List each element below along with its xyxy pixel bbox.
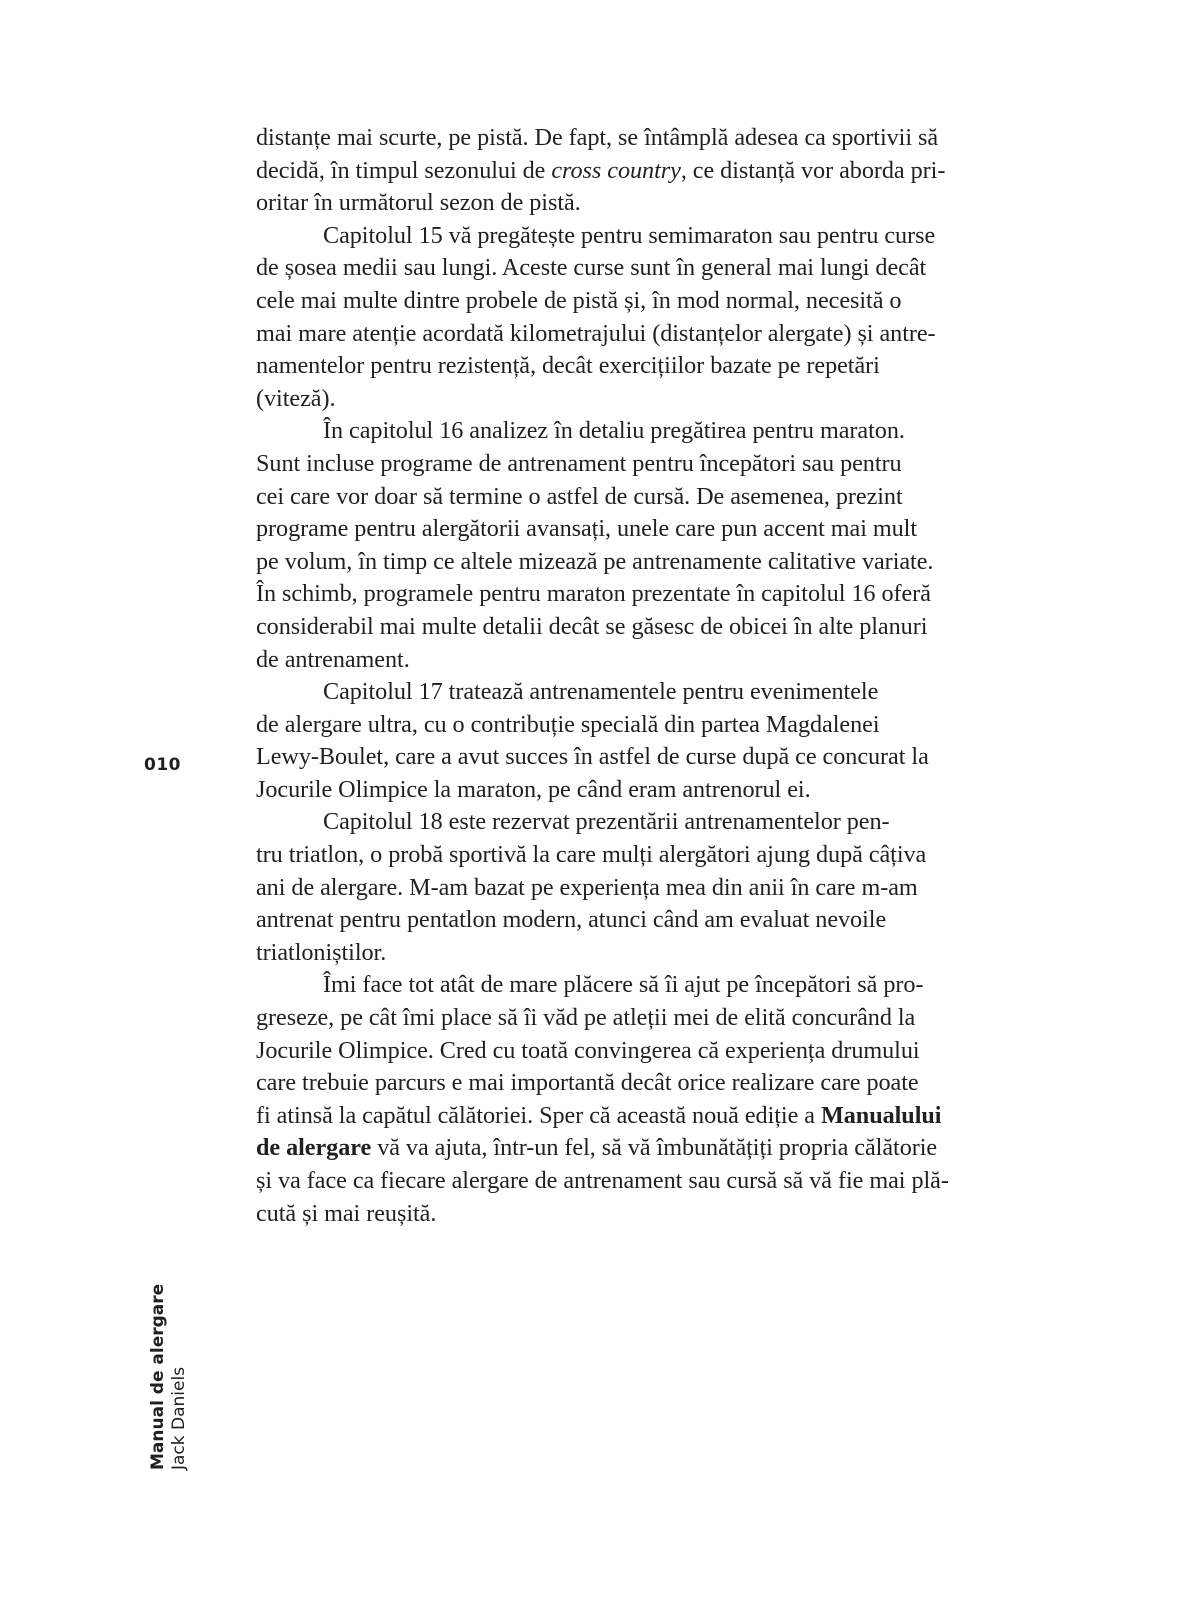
text-segment: distanțe mai scurte, pe pistă. De fapt, se întâmplă adesea ca sportivii să <box>256 124 939 151</box>
text-segment: , ce distanță vor aborda pri- <box>680 156 946 184</box>
text-line <box>256 1002 1016 1035</box>
paragraph-first-line <box>256 969 1016 1002</box>
text-line <box>256 1067 1016 1100</box>
text-segment: vă va ajuta, într-un fel, să vă îmbunătățiți propria călătorie <box>371 1134 938 1162</box>
text-line <box>256 1100 1016 1133</box>
text-line <box>256 741 1016 774</box>
text-segment: de antrenament. <box>256 645 410 673</box>
text-segment: Jocurile Olimpice la maraton, pe când eram antrenorul ei. <box>256 775 811 803</box>
text-segment: Sunt incluse programe de antrenament pentru începători sau pentru <box>256 449 902 477</box>
text-segment: programe pentru alergătorii avansați, unele care pun accent mai mult <box>256 515 918 543</box>
text-line <box>256 122 1016 155</box>
text-segment: ani de alergare. M-am bazat pe experiența mea din anii în care m-am <box>256 873 918 901</box>
text-line <box>256 839 1016 872</box>
text-segment: În schimb, programele pentru maraton prezentate în capitolul 16 oferă <box>256 580 931 608</box>
text-segment: cele mai multe dintre probele de pistă și, în mod normal, necesită o <box>256 286 902 314</box>
text-line <box>256 155 1016 188</box>
text-segment: greseze, pe cât îmi place să îi văd pe atleții mei de elită concurând la <box>256 1004 916 1032</box>
text-segment: oritar în următorul sezon de pistă. <box>256 189 581 217</box>
text-line <box>256 709 1016 742</box>
text-line <box>256 611 1016 644</box>
text-segment: decidă, în timpul sezonului de <box>256 156 552 184</box>
text-line <box>256 448 1016 481</box>
text-line <box>256 1132 1016 1165</box>
text-segment: Capitolul 15 vă pregătește pentru semimaraton sau pentru curse <box>323 221 936 249</box>
text-line <box>256 187 1016 220</box>
text-line <box>256 774 1016 807</box>
text-segment: Lewy-Boulet, care a avut succes în astfel de curse după ce concurat la <box>256 743 929 771</box>
paragraph-first-line <box>256 676 1016 709</box>
text-segment: care trebuie parcurs e mai importantă decât orice realizare care poate <box>256 1069 919 1097</box>
italic-text-segment: cross country <box>551 156 681 184</box>
text-segment: În capitolul 16 analizez în detaliu pregătirea pentru maraton. <box>323 417 905 445</box>
book-author: Jack Daniels <box>169 1366 189 1470</box>
paragraph-first-line <box>256 806 1016 839</box>
paragraph-first-line <box>256 220 1016 253</box>
paragraph-first-line <box>256 415 1016 448</box>
text-line <box>256 383 1016 416</box>
text-segment: considerabil mai multe detalii decât se găsesc de obicei în alte planuri <box>256 612 928 640</box>
text-segment: pe volum, în timp ce altele mizează pe antrenamente calitative variate. <box>256 547 934 575</box>
text-line <box>256 513 1016 546</box>
text-segment: cută și mai reușită. <box>256 1199 437 1227</box>
text-segment: mai mare atenție acordată kilometrajului (distanțelor alergate) și antre- <box>256 319 936 347</box>
page-number: 010 <box>144 755 181 775</box>
text-segment: Jocurile Olimpice. Cred cu toată convingerea că experiența drumului <box>256 1036 920 1064</box>
text-line <box>256 904 1016 937</box>
text-line <box>256 285 1016 318</box>
text-line <box>256 937 1016 970</box>
text-segment: antrenat pentru pentatlon modern, atunci când am evaluat nevoile <box>256 906 887 934</box>
text-line <box>256 1165 1016 1198</box>
text-line <box>256 872 1016 905</box>
text-line <box>256 546 1016 579</box>
bold-text-segment: de alergare <box>256 1134 372 1162</box>
text-segment: și va face ca fiecare alergare de antrenament sau cursă să vă fie mai plă- <box>256 1167 949 1194</box>
text-segment: (viteză). <box>256 384 336 412</box>
body-text <box>256 122 1016 1230</box>
text-line <box>256 350 1016 383</box>
text-segment: cei care vor doar să termine o astfel de cursă. De asemenea, prezint <box>256 482 903 510</box>
text-segment: Capitolul 17 tratează antrenamentele pentru evenimentele <box>323 678 879 706</box>
text-line <box>256 1035 1016 1068</box>
text-line <box>256 318 1016 351</box>
text-segment: de șosea medii sau lungi. Aceste curse sunt în general mai lungi decât <box>256 254 927 282</box>
book-title: Manual de alergare <box>148 1283 168 1470</box>
bold-text-segment: Manualului <box>820 1101 942 1129</box>
text-segment: namentelor pentru rezistență, decât exercițiilor bazate pe repetări <box>256 352 880 380</box>
text-segment: de alergare ultra, cu o contribuție specială din partea Magdalenei <box>256 710 880 738</box>
text-line <box>256 578 1016 611</box>
text-segment: tru triatlon, o probă sportivă la care mulți alergători ajung după câțiva <box>256 841 927 869</box>
text-segment: Capitolul 18 este rezervat prezentării antrenamentelor pen- <box>323 808 890 836</box>
text-line <box>256 252 1016 285</box>
text-segment: fi atinsă la capătul călătoriei. Sper că această nouă ediție a <box>256 1101 821 1129</box>
text-line <box>256 644 1016 677</box>
text-segment: Îmi face tot atât de mare plăcere să îi ajut pe începători să pro- <box>323 971 924 999</box>
text-line <box>256 1198 1016 1231</box>
text-line <box>256 481 1016 514</box>
running-footer <box>148 1284 190 1470</box>
text-segment: triatloniștilor. <box>256 938 387 966</box>
